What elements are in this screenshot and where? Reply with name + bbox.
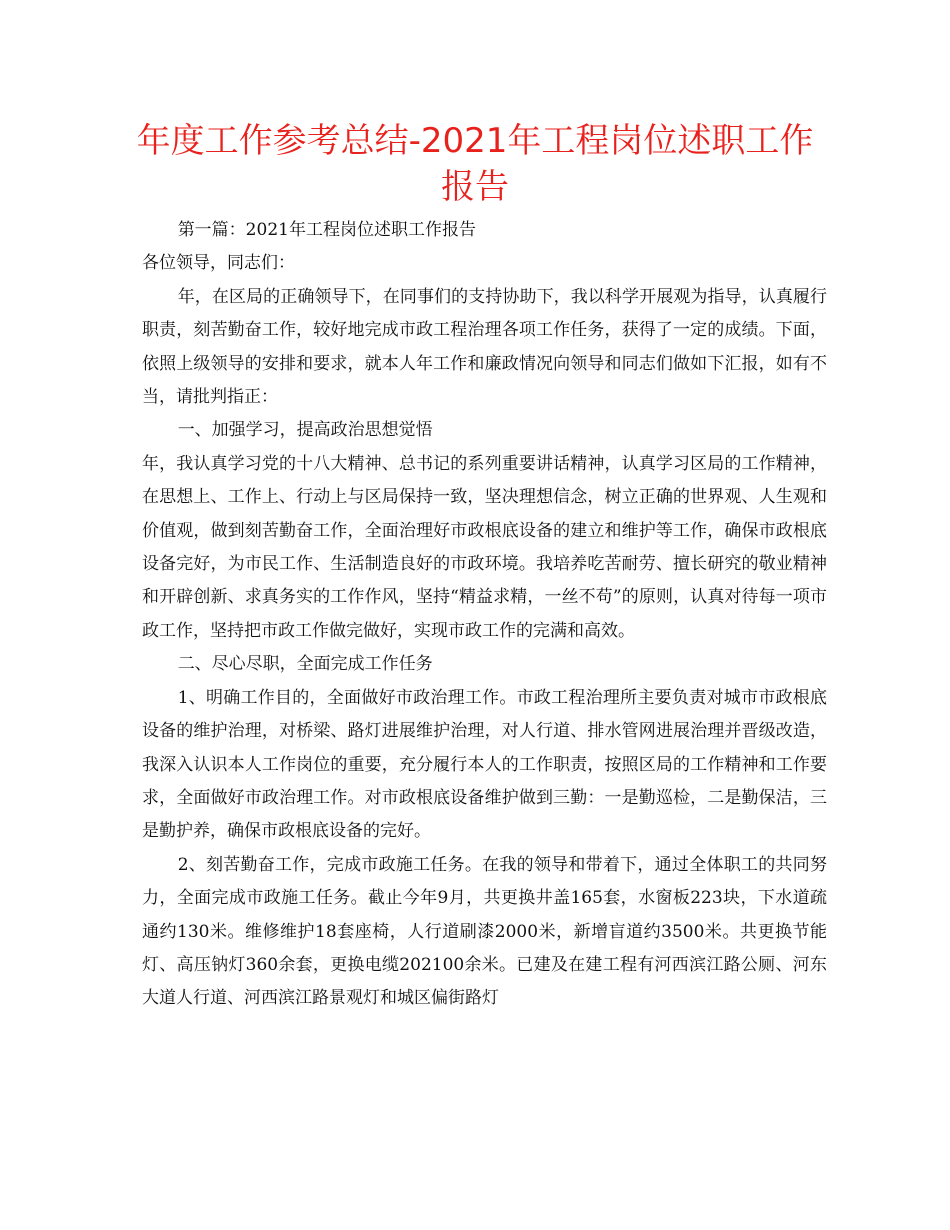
paragraph: 2、刻苦勤奋工作，完成市政施工任务。在我的领导和带着下，通过全体职工的共同努力，全面完成市政施工任务。截止今年9月，共更换井盖165套，水窗板223块，下水道疏通约130米。维修维护18套座椅，人行道刷漆2000米，新增盲道约3500米。共更换节能灯、高压钠灯360余套，更换电缆202100余米。已建及在建工程有河西滨江路公厕、河东大道人行道、河西滨江路景观灯和城区偏街路灯 (142, 854, 827, 1009)
paragraph: 各位领导，同志们： (142, 253, 295, 274)
paragraph: 第一篇：2021年工程岗位述职工作报告 (177, 220, 476, 240)
document-body (142, 214, 827, 1016)
paragraph: 二、尽心尽职，全面完成工作任务 (177, 654, 433, 675)
paragraph: 一、加强学习，提高政治思想觉悟 (177, 420, 433, 441)
paragraph: 1、明确工作目的，全面做好市政治理工作。市政工程治理所主要负责对城市市政根底设备的维护治理，对桥梁、路灯进展维护治理，对人行道、排水管网进展治理并晋级改造，我深入认识本人工作岗位的重要，充分履行本人的工作职责，按照区局的工作精神和工作要求，全面做好市政治理工作。对市政根底设备维护做到三勤：一是勤巡检，二是勤保洁，三是勤护养，确保市政根底设备的完好。 (142, 687, 827, 842)
paragraph: 年，在区局的正确领导下，在同事们的支持协助下，我以科学开展观为指导，认真履行职责，刻苦勤奋工作，较好地完成市政工程治理各项工作任务，获得了一定的成绩。下面，依照上级领导的安排和要求，就本人年工作和廉政情况向领导和同志们做如下汇报，如有不当，请批判指正： (142, 286, 827, 408)
paragraph: 年，我认真学习党的十八大精神、总书记的系列重要讲话精神，认真学习区局的工作精神，在思想上、工作上、行动上与区局保持一致，坚决理想信念，树立正确的世界观、人生观和价值观，做到刻苦勤奋工作，全面治理好市政根底设备的建立和维护等工作，确保市政根底设备完好，为市民工作、生活制造良好的市政环境。我培养吃苦耐劳、擅长研究的敬业精神和开辟创新、求真务实的工作作风，坚持“精益求精，一丝不苟”的原则，认真对待每一项市政工作，坚持把市政工作做完做好，实现市政工作的完满和高效。 (142, 453, 827, 641)
document-title: 年度工作参考总结-2021年工程岗位述职工作报告 (136, 121, 814, 207)
